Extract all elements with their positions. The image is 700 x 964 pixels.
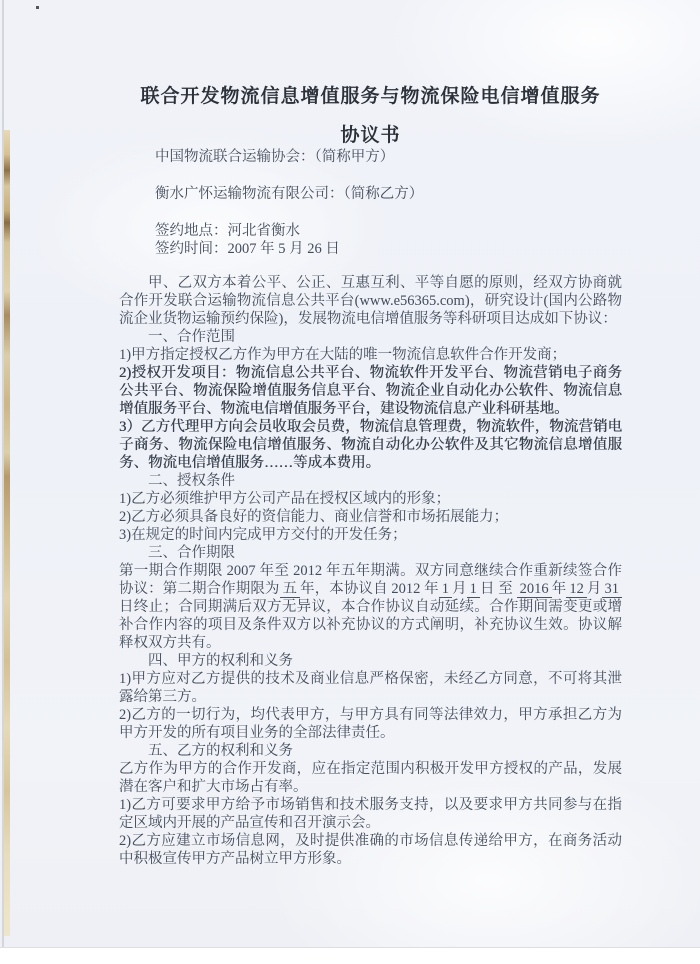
filled-blank: 1 — [439, 581, 452, 598]
contract-paragraph — [119, 562, 622, 652]
paragraph-text: 第一期合作期限 2007 年至 2012 年五年期满。双方同意继续合作重新续签合作协议：第二期合作期限为 — [119, 563, 622, 597]
contract-paragraph: 2)授权开发项目：物流信息公共平台、物流软件开发平台、物流营销电子商务公共平台、物流保险增值服务信息平台、物流企业自动化办公软件、物流信息增值服务平台、物流电信增值服务平台，建设物流信息产业科研基地。 — [119, 365, 622, 417]
party-b-line: 衡水广怀运输物流有限公司：（简称乙方） — [155, 186, 424, 202]
paragraph-text: 年 — [551, 581, 567, 597]
section-heading: 一、合作范围 — [148, 329, 235, 345]
sign-place-line: 签约地点：河北省衡水 — [155, 223, 300, 239]
section-heading: 四、甲方的权利和义务 — [148, 653, 293, 669]
paragraph-text: 年，本协议自 2012 年 — [300, 581, 439, 597]
contract-paragraph: 3）乙方代理甲方向会员收取会员费，物流信息管理费，物流软件，物流营销电子商务、物流保险电信增值服务、物流自动化办公软件及其它物流信息增值服务、物流电信增值服务……等成本费用。 — [119, 419, 622, 471]
paragraph-text: 月 — [451, 581, 467, 597]
sign-date-line: 签约时间：2007 年 5 月 26 日 — [155, 241, 340, 257]
intro-block — [155, 148, 622, 258]
contract-content — [119, 86, 622, 868]
binding-edge-strip — [4, 130, 10, 936]
contract-paragraph: 1)乙方必须维护甲方公司产品在授权区域内的形象； — [119, 491, 451, 507]
document-title-line2: 协议书 — [340, 125, 401, 146]
filled-blank: 1 — [467, 581, 480, 598]
contract-paragraph: 1)乙方可要求甲方给予市场销售和技术服务支持，以及要求甲方共同参与在指定区域内开展的产品宣传和召开演示会。 — [119, 797, 622, 831]
contract-paragraph: 2)乙方的一切行为，均代表甲方，与甲方具有同等法律效力，甲方承担乙方为甲方开发的所有项目业务的全部法律责任。 — [119, 707, 622, 741]
contract-paragraph: 甲、乙双方本着公平、公正、互惠互利、平等自愿的原则，经双方协商就合作开发联合运输物流信息公共平台(www.e56365.com)，研究设计(国内公路物流企业货物运输预约保险)，发展物流电信增值服务等科研项目达成如下协议： — [119, 275, 622, 327]
party-a-line: 中国物流联合运输协会：（简称甲方） — [155, 149, 395, 165]
scan-speck — [36, 6, 39, 9]
paragraph-text: 月 — [586, 581, 602, 597]
contract-paragraph: 乙方作为甲方的合作开发商，应在指定范围内积极开发甲方授权的产品，发展潜在客户和扩大市场占有率。 — [119, 761, 622, 795]
contract-paragraph: 2)乙方必须具备良好的资信能力、商业信誉和市场拓展能力； — [119, 509, 509, 525]
scan-background-strip — [0, 948, 700, 964]
contract-body — [119, 274, 622, 868]
paragraph-text: 日 至 — [479, 581, 517, 597]
contract-paragraph: 2)乙方应建立市场信息网，及时提供准确的市场信息传递给甲方，在商务活动中积极宣传甲方产品树立甲方形象。 — [119, 833, 622, 867]
contract-paragraph: 1)甲方指定授权乙方作为甲方在大陆的唯一物流信息软件合作开发商； — [119, 347, 567, 363]
paragraph-text: 日终止；合同期满后双方无异议，本合作协议自动延续。合作期间需变更或增补合作内容的项目及条件双方以补充协议的方式阐明，补充协议生效。协议解释权双方共有。 — [119, 599, 622, 651]
filled-blank: 31 — [602, 581, 623, 598]
contract-paragraph: 1)甲方应对乙方提供的技术及商业信息严格保密，未经乙方同意，不可将其泄露给第三方。 — [119, 671, 622, 705]
filled-blank: 五 — [280, 581, 301, 598]
document-title-line1: 联合开发物流信息增值服务与物流保险电信增值服务 — [140, 86, 601, 107]
contract-paragraph: 3)在规定的时间内完成甲方交付的开发任务； — [119, 527, 407, 543]
section-heading: 五、乙方的权利和义务 — [148, 743, 293, 759]
filled-blank: 2016 — [517, 581, 552, 598]
section-heading: 三、合作期限 — [148, 545, 235, 561]
section-heading: 二、授权条件 — [148, 473, 235, 489]
filled-blank: 12 — [566, 581, 587, 598]
